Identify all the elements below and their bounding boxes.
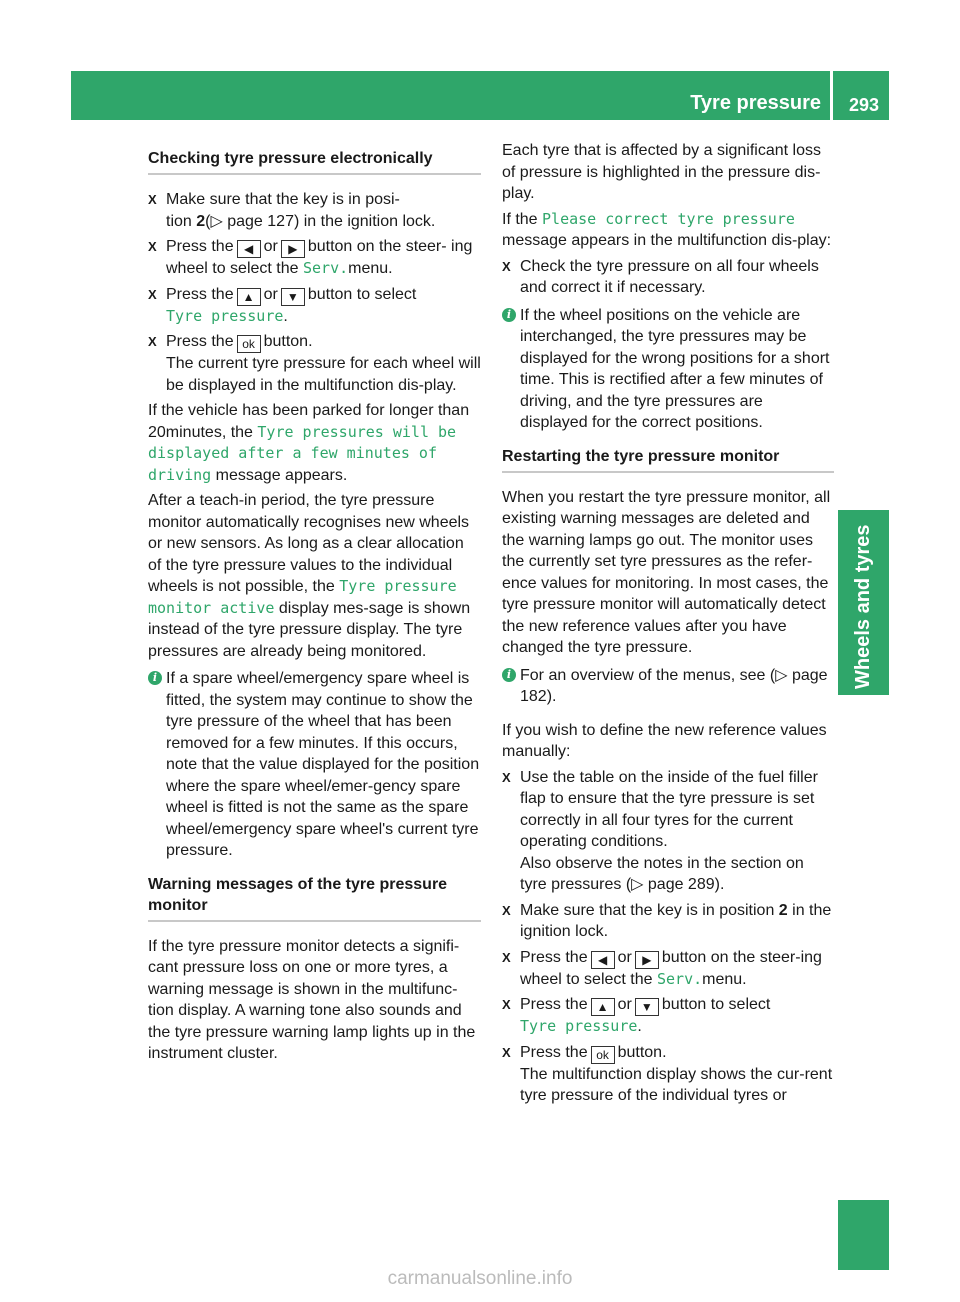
right-arrow-key-icon: ▶ (635, 951, 659, 969)
right-column (502, 140, 834, 1111)
step: X Press the ◀ or ▶ button on the steer-ing wheel to select the Serv.menu. (502, 948, 822, 988)
page-number: 293 (848, 95, 879, 115)
info-icon: i (148, 671, 162, 685)
right-arrow-key-icon: ▶ (281, 240, 305, 258)
step-bullet-icon: X (502, 1044, 511, 1060)
step-bullet-icon: X (148, 286, 157, 302)
paragraph: If the tyre pressure monitor detects a signifi-cant pressure loss on one or more tyres, a warning message is shown in the multifunc-tion display. A warning tone also sounds and the tyre pressure warning lamp lights up in the instrument cluster. (148, 937, 476, 1062)
step: X Press the ◀ or ▶ button on the steer- ing wheel to select the Serv.menu. (148, 238, 473, 277)
step: X Use the table on the inside of the fuel filler flap to ensure that the tyre pressure is set correctly in all four tyres for the current operating conditions. Also observe the notes in the section on tyre pressures (▷ page 289). (502, 768, 818, 893)
step: X Check the tyre pressure on all four wheels and correct it if necessary. (502, 257, 819, 296)
step-bullet-icon: X (148, 192, 157, 207)
heading-restarting: Restarting the tyre pressure monitor (502, 446, 834, 473)
info-icon: i (502, 668, 516, 682)
heading-warning: Warning messages of the tyre pressure monitor (148, 874, 481, 922)
paragraph: If you wish to define the new reference values manually: (502, 721, 827, 760)
info-icon: i (502, 308, 516, 322)
paragraph: After a teach-in period, the tyre pressure monitor automatically recognises new wheels or new sensors. As long as a clear allocation of the tyre pressure values to the individual wheels is not possible, the Tyre pressure monitor active display mes-sage is shown instead of the tyre pressure display. The tyre pressures are already being monitored. (148, 492, 471, 660)
left-arrow-key-icon: ◀ (591, 951, 615, 969)
ok-key-icon: ok (237, 335, 261, 353)
step: X Press the ok button. The multifunction display shows the cur-rent tyre pressure of the individual tyres or (502, 1043, 833, 1104)
up-arrow-key-icon: ▲ (237, 288, 261, 306)
step: X Press the ok button. The current tyre pressure for each wheel will be displayed in the multifunction dis-play. (148, 333, 481, 394)
step: X Make sure that the key is in posi- tion 2(▷ page 127) in the ignition lock. (148, 191, 436, 230)
header-divider (830, 71, 833, 120)
info-note: i For an overview of the menus, see (▷ page 182). (502, 665, 834, 708)
up-arrow-key-icon: ▲ (591, 998, 615, 1016)
left-arrow-key-icon: ◀ (237, 240, 261, 258)
paragraph: If the vehicle has been parked for longer than 20minutes, the Tyre pressures will be displayed after a few minutes of driving message appears. (148, 402, 470, 484)
step-bullet-icon: X (502, 997, 511, 1012)
step: X Press the ▲ or ▼ button to select Tyre pressure. (148, 285, 417, 325)
step-bullet-icon: X (148, 334, 157, 349)
step-bullet-icon: X (502, 769, 511, 785)
heading-checking: Checking tyre pressure electronically (148, 148, 481, 175)
watermark: carmanualsonline.info (387, 1268, 573, 1289)
step-bullet-icon: X (148, 239, 157, 254)
down-arrow-key-icon: ▼ (281, 288, 305, 306)
paragraph: If the Please correct tyre pressure message appears in the multifunction dis-play: (502, 209, 832, 249)
step-bullet-icon: X (502, 902, 511, 918)
info-note: i If the wheel positions on the vehicle are interchanged, the tyre pressures may be displayed for the wrong positions for a short time. This is rectified after a few minutes of driving, and the tyre pressures are displayed for the correct positions. (502, 305, 834, 434)
side-block (838, 1200, 889, 1270)
section-title: Tyre pressure (690, 92, 821, 114)
step-bullet-icon: X (502, 258, 511, 274)
ok-key-icon: ok (591, 1046, 615, 1064)
down-arrow-key-icon: ▼ (635, 998, 659, 1016)
paragraph: When you restart the tyre pressure monitor, all existing warning messages are deleted and the warning lamps go out. The monitor uses the currently set tyre pressures as the refer-ence values for monitoring. In most cases, the tyre pressure monitor will automatically detect the new reference values after you have changed the tyre pressure. (502, 488, 831, 656)
header-bar (71, 71, 889, 120)
left-column (148, 140, 481, 1069)
step-bullet-icon: X (502, 949, 511, 965)
step: X Make sure that the key is in position 2 in the ignition lock. (502, 901, 832, 940)
paragraph: Each tyre that is affected by a significant loss of pressure is highlighted in the pressure dis-play. (502, 142, 821, 202)
step: X Press the ▲ or ▼ button to select Tyre pressure. (502, 996, 771, 1035)
info-note: i If a spare wheel/emergency spare wheel is fitted, the system may continue to show the tyre pressure of the wheel that has been removed for a few minutes. If this occurs, note that the value displayed for the position where the spare wheel/emer-gency spare wheel is fitted is not the same as the spare wheel/emergency spare wheel's current tyre pressure. (148, 668, 481, 862)
side-tab-label: Wheels and tyres (852, 524, 874, 689)
